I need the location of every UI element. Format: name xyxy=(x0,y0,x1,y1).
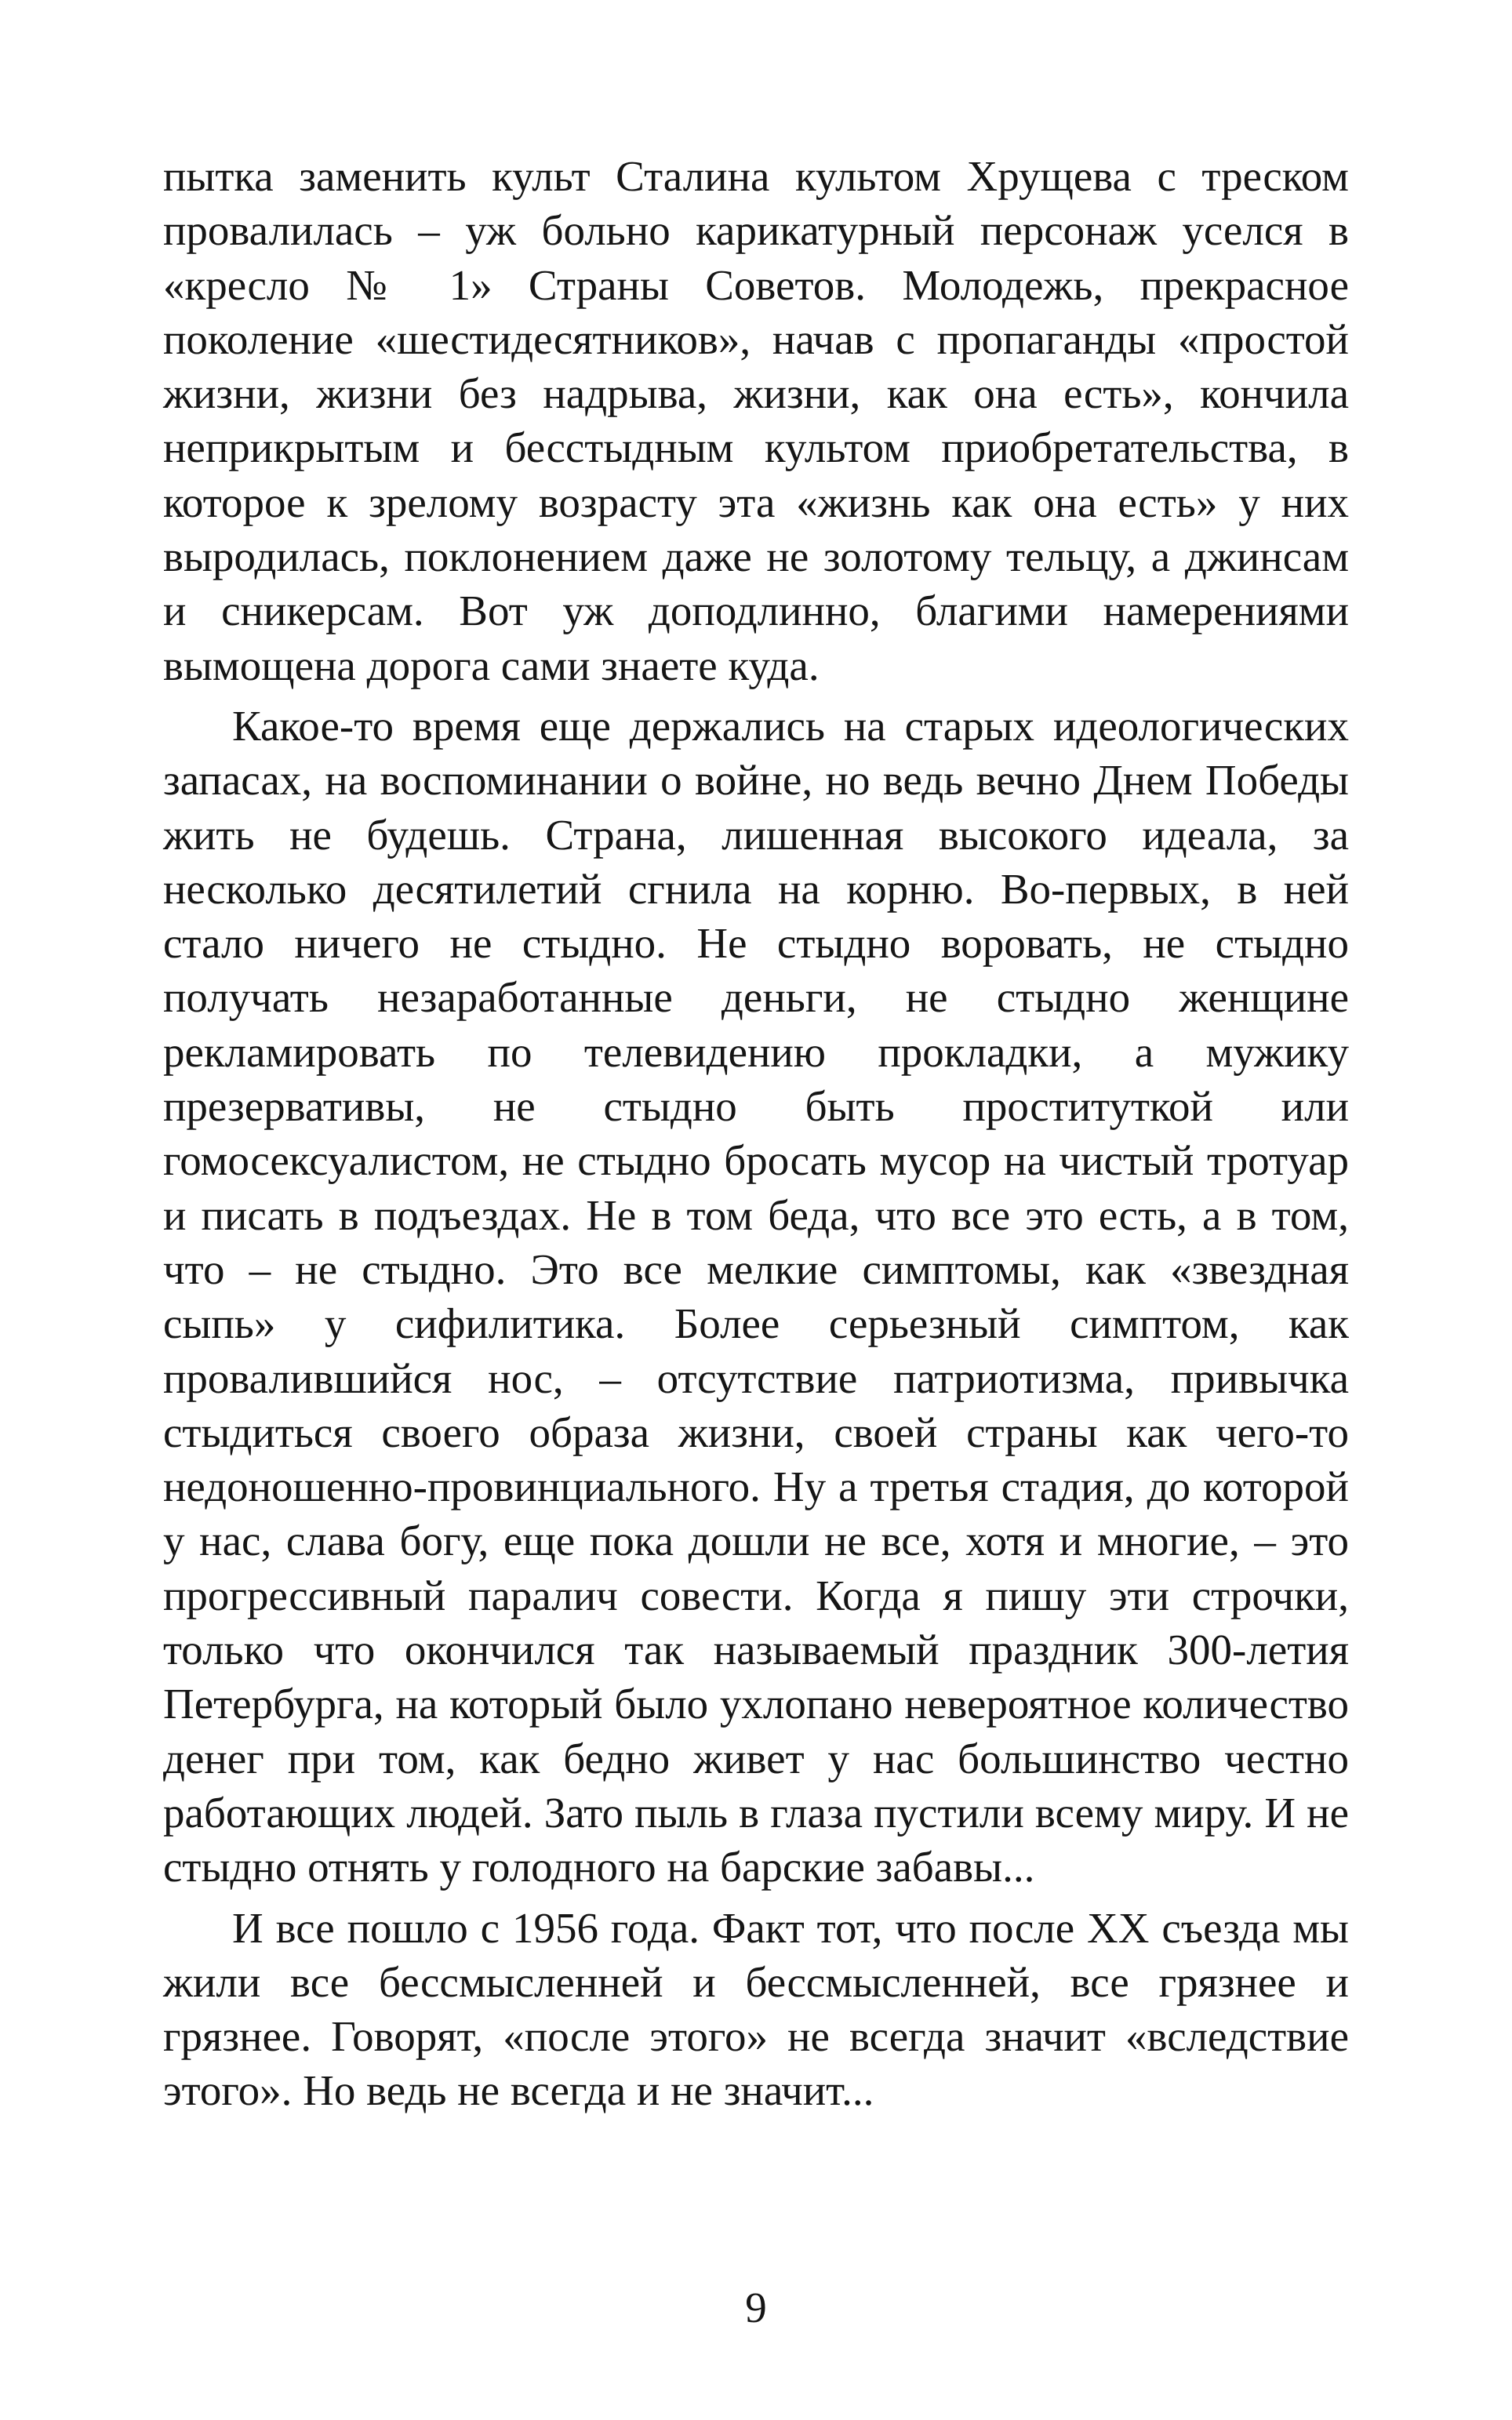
page-number: 9 xyxy=(745,2284,767,2331)
book-page xyxy=(163,149,1349,2345)
paragraph-1: пытка заменить культ Сталина культом Хрущева с треском провалилась – уж больно карикатурный персонаж уселся в «кресло № 1» Страны Советов. Молодежь, прекрасное поколение «шестидесятников», начав с пропаганды «простой жизни, жизни без надрыва, жизни, как она есть», кончила неприкрытым и бесстыдным культом приобретательства, в которое к зрелому возрасту эта «жизнь как она есть» у них выродилась, поклонением даже не золотому тельцу, а джинсам и сникерсам. Вот уж доподлинно, благими намерениями вымощена дорога сами знаете куда. xyxy=(163,152,1349,689)
page-text xyxy=(163,149,1349,2118)
paragraph-3: И все пошло с 1956 года. Факт тот, что после XX съезда мы жили все бессмысленней и бессмысленней, все грязнее и грязнее. Говорят, «после этого» не всегда значит «вследствие этого». Но ведь не всегда и не значит... xyxy=(163,1903,1349,2115)
paragraph-2: Какое-то время еще держались на старых идеологических запасах, на воспоминании о войне, но ведь вечно Днем Победы жить не будешь. Страна, лишенная высокого идеала, за несколько десятилетий сгнила на корню. Во-первых, в ней стало ничего не стыдно. Не стыдно воровать, не стыдно получать незаработанные деньги, не стыдно женщине рекламировать по телевидению прокладки, а мужику презервативы, не стыдно быть проституткой или гомосексуалистом, не стыдно бросать мусор на чистый тротуар и писать в подъездах. Не в том беда, что все это есть, а в том, что – не стыдно. Это все мелкие симптомы, как «звездная сыпь» у сифилитика. Более серьезный симптом, как провалившийся нос, – отсутствие патриотизма, привычка стыдиться своего образа жизни, своей страны как чего-то недоношенно-провинциального. Ну а третья стадия, до которой у нас, слава богу, еще пока дошли не все, хотя и многие, – это прогрессивный паралич совести. Когда я пишу эти строчки, только что окончился так называемый праздник 300-летия Петербурга, на который было ухлопано невероятное количество денег при том, как бедно живет у нас большинство честно работающих людей. Зато пыль в глаза пустили всему миру. И не стыдно отнять у голодного на барские забавы... xyxy=(163,701,1349,1891)
